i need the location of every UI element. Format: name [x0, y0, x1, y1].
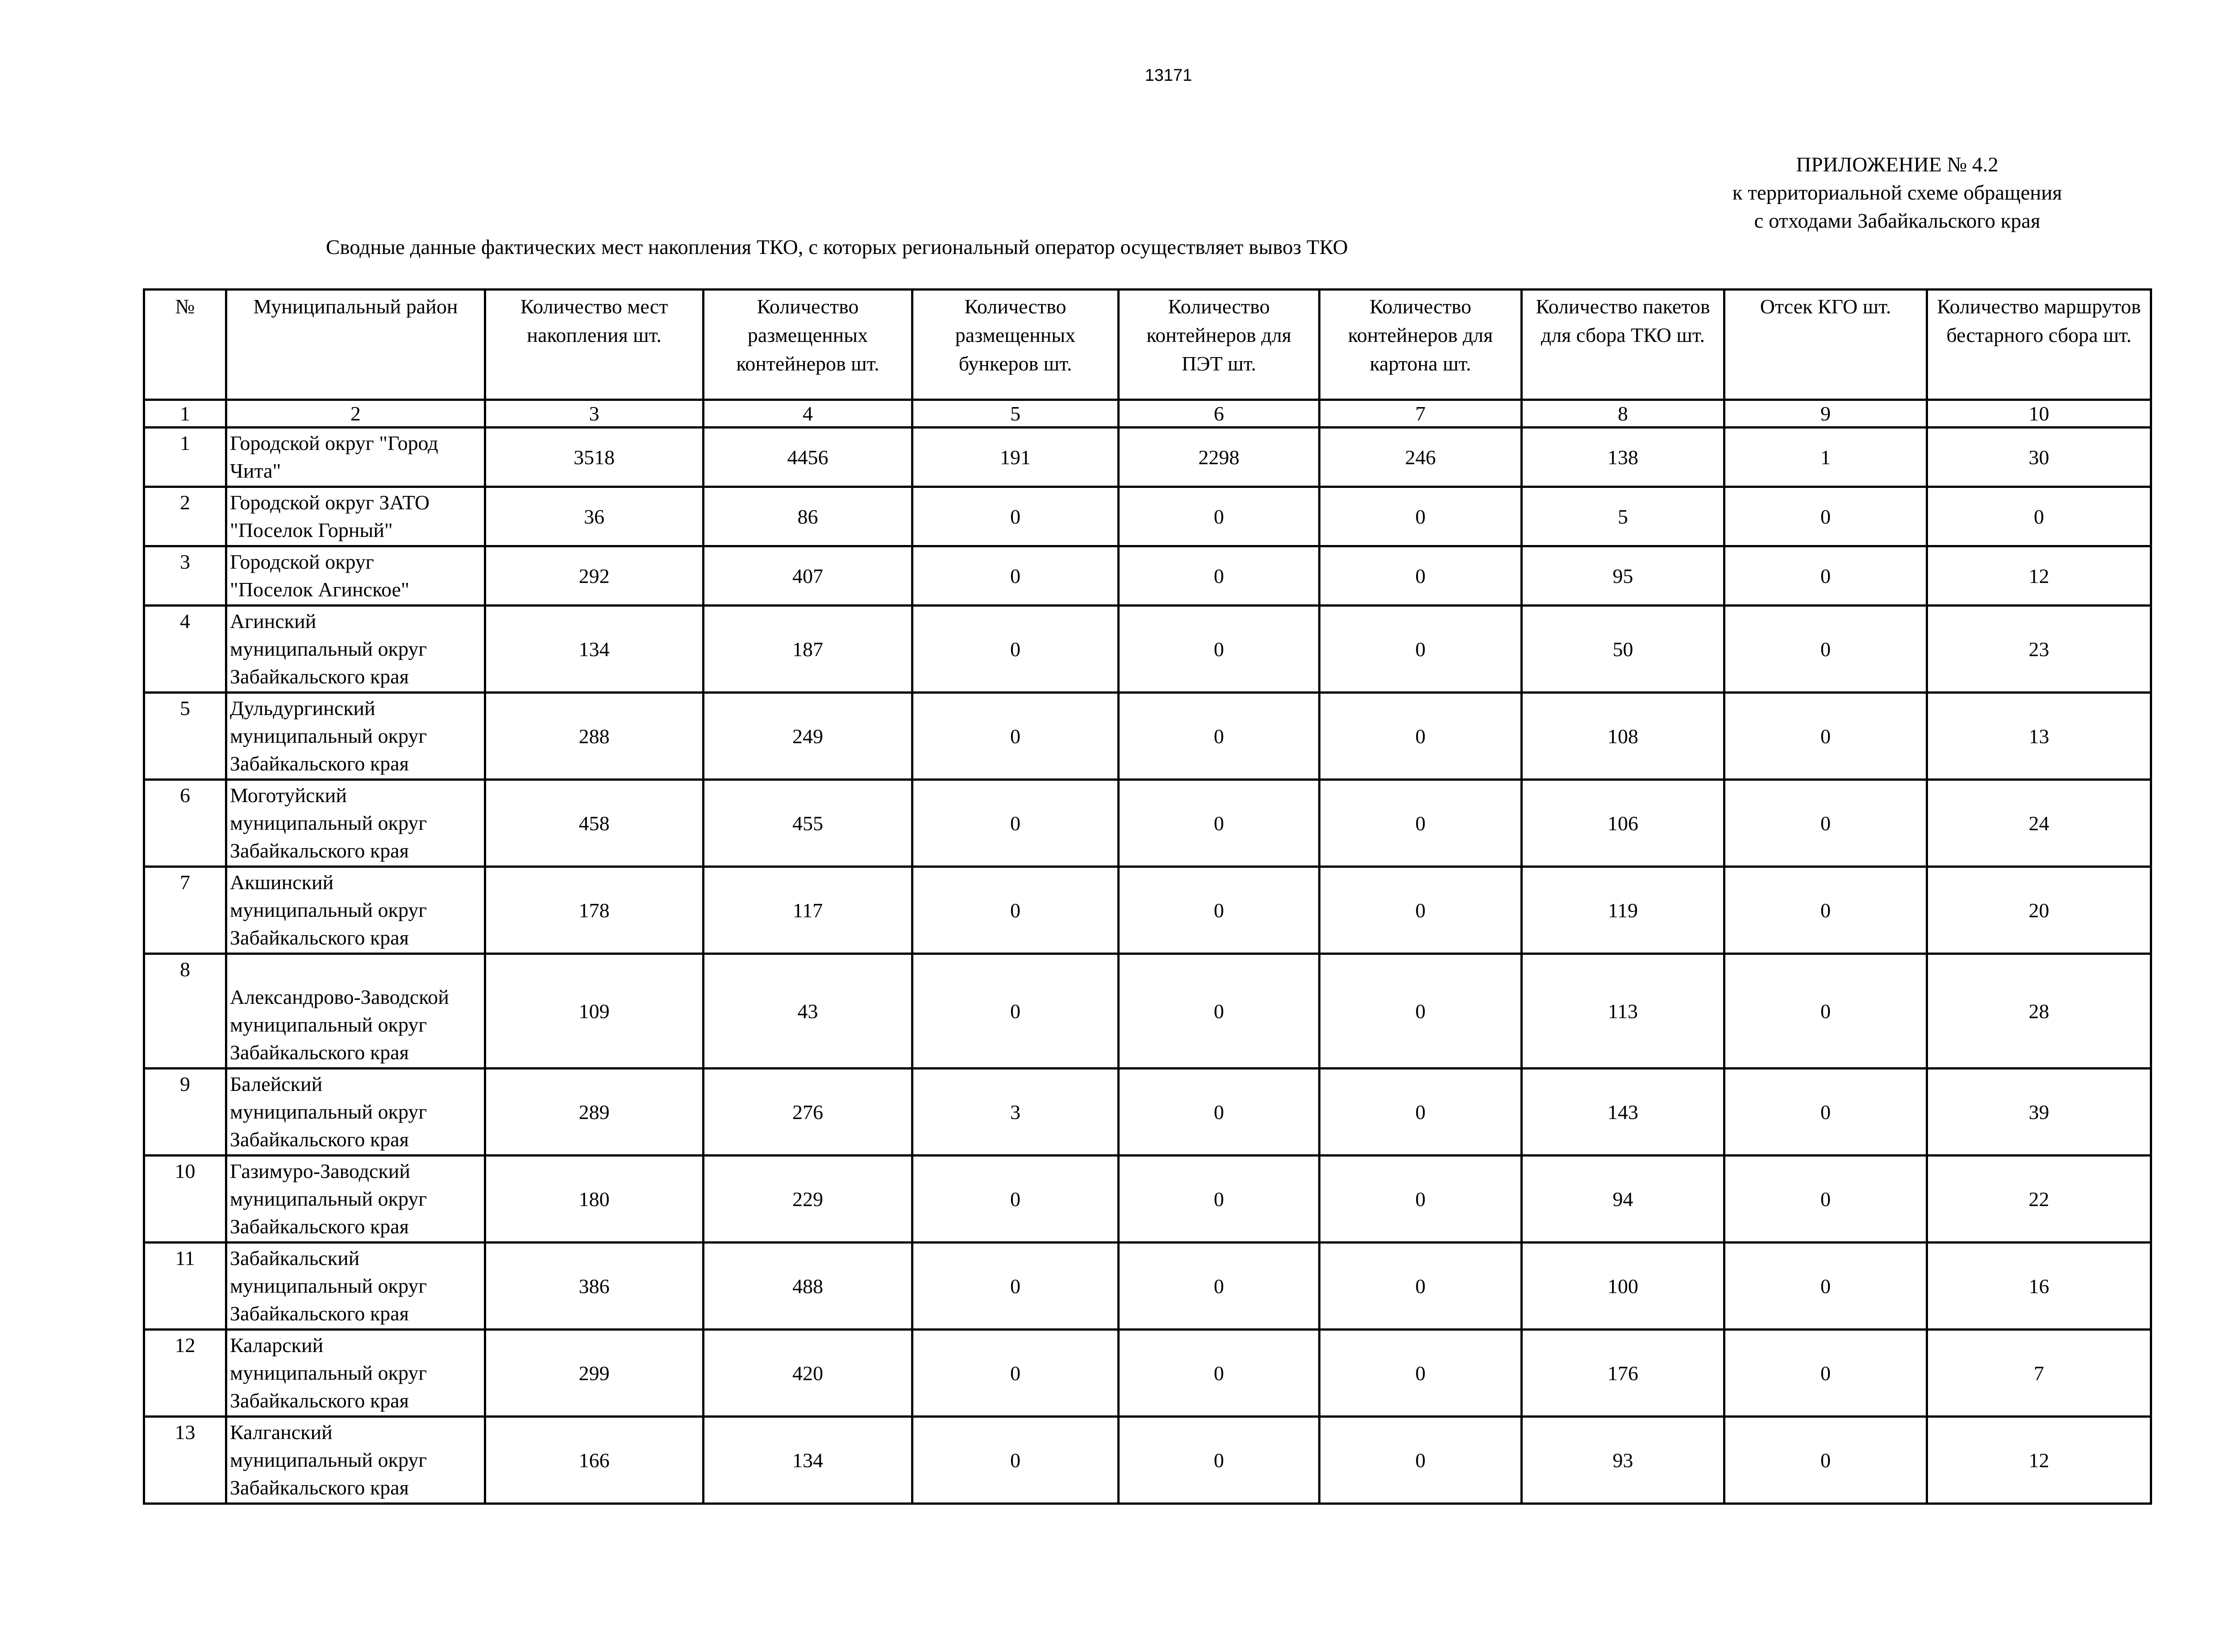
cell-bags: 138 — [1522, 428, 1724, 487]
table-row — [144, 1069, 2151, 1156]
district-name-line: Забайкальского края — [230, 926, 409, 949]
cell-routes: 16 — [1927, 1243, 2151, 1330]
district-name-line: Акшинский — [230, 871, 334, 894]
table-row — [144, 867, 2151, 954]
district-name-line: муниципальный округ — [230, 1448, 427, 1471]
column-index: 3 — [485, 400, 704, 428]
cell-containers: 249 — [704, 693, 912, 780]
cell-routes: 12 — [1927, 546, 2151, 606]
table-row — [144, 954, 2151, 1069]
table-row — [144, 1330, 2151, 1417]
cell-pet: 0 — [1119, 546, 1320, 606]
cell-bags: 113 — [1522, 954, 1724, 1069]
district-name-line: Забайкальского края — [230, 1389, 409, 1412]
appendix-line: к территориальной схеме обращения — [1732, 181, 2062, 204]
cell-pet: 0 — [1119, 606, 1320, 693]
cell-places: 386 — [485, 1243, 704, 1330]
cell-containers: 4456 — [704, 428, 912, 487]
cell-pet: 2298 — [1119, 428, 1320, 487]
district-name-line: Городской округ — [230, 550, 374, 573]
cell-places: 3518 — [485, 428, 704, 487]
cell-cardboard: 0 — [1320, 693, 1522, 780]
district-name — [226, 1243, 485, 1330]
header-cell-routes: Количество маршрутов бестарного сбора шт. — [1927, 290, 2151, 400]
cell-places: 289 — [485, 1069, 704, 1156]
cell-bunkers: 0 — [912, 1156, 1119, 1243]
cell-containers: 134 — [704, 1417, 912, 1504]
district-name-line: муниципальный округ — [230, 637, 427, 660]
cell-containers: 86 — [704, 487, 912, 546]
cell-bags: 143 — [1522, 1069, 1724, 1156]
header-cell-kgo: Отсек КГО шт. — [1724, 290, 1927, 400]
cell-bunkers: 0 — [912, 487, 1119, 546]
cell-kgo: 0 — [1724, 1330, 1927, 1417]
cell-pet: 0 — [1119, 867, 1320, 954]
cell-pet: 0 — [1119, 487, 1320, 546]
cell-routes: 28 — [1927, 954, 2151, 1069]
district-name-line: Забайкальского края — [230, 839, 409, 862]
district-name-line: муниципальный округ — [230, 724, 427, 747]
table-row — [144, 1156, 2151, 1243]
cell-kgo: 0 — [1724, 487, 1927, 546]
summary-table — [143, 288, 2152, 1505]
cell-bunkers: 0 — [912, 954, 1119, 1069]
appendix-line: ПРИЛОЖЕНИЕ № 4.2 — [1796, 153, 1999, 176]
cell-cardboard: 0 — [1320, 606, 1522, 693]
cell-cardboard: 0 — [1320, 1330, 1522, 1417]
column-index-row — [144, 400, 2151, 428]
cell-places: 180 — [485, 1156, 704, 1243]
district-name-line: муниципальный округ — [230, 1274, 427, 1297]
cell-cardboard: 246 — [1320, 428, 1522, 487]
district-name-line: Городской округ "Город — [230, 432, 438, 454]
cell-kgo: 0 — [1724, 780, 1927, 867]
district-name-line: Забайкальского края — [230, 665, 409, 688]
row-number: 4 — [144, 606, 226, 693]
cell-pet: 0 — [1119, 693, 1320, 780]
cell-bags: 119 — [1522, 867, 1724, 954]
district-name — [226, 1330, 485, 1417]
header-cell-containers: Количество размещенных контейнеров шт. — [704, 290, 912, 400]
column-index: 10 — [1927, 400, 2151, 428]
cell-bunkers: 3 — [912, 1069, 1119, 1156]
row-number: 10 — [144, 1156, 226, 1243]
cell-cardboard: 0 — [1320, 546, 1522, 606]
cell-bags: 100 — [1522, 1243, 1724, 1330]
cell-cardboard: 0 — [1320, 1156, 1522, 1243]
row-number: 11 — [144, 1243, 226, 1330]
cell-kgo: 0 — [1724, 954, 1927, 1069]
cell-kgo: 0 — [1724, 1156, 1927, 1243]
district-name-line: Забайкальского края — [230, 1128, 409, 1151]
cell-places: 178 — [485, 867, 704, 954]
district-name-line: Забайкальского края — [230, 1476, 409, 1499]
district-name-line: Городской округ ЗАТО — [230, 491, 430, 514]
cell-cardboard: 0 — [1320, 954, 1522, 1069]
column-index: 1 — [144, 400, 226, 428]
cell-bunkers: 0 — [912, 1417, 1119, 1504]
row-number: 8 — [144, 954, 226, 1069]
appendix-line: с отходами Забайкальского края — [1754, 209, 2040, 233]
cell-places: 109 — [485, 954, 704, 1069]
district-name — [226, 693, 485, 780]
row-number: 7 — [144, 867, 226, 954]
header-cell-places: Количество мест накопления шт. — [485, 290, 704, 400]
table-row — [144, 1243, 2151, 1330]
cell-bunkers: 0 — [912, 546, 1119, 606]
cell-kgo: 0 — [1724, 867, 1927, 954]
district-name-line — [230, 956, 483, 983]
cell-pet: 0 — [1119, 1069, 1320, 1156]
column-index: 6 — [1119, 400, 1320, 428]
cell-cardboard: 0 — [1320, 1417, 1522, 1504]
district-name-line: Забайкальского края — [230, 752, 409, 775]
cell-routes: 12 — [1927, 1417, 2151, 1504]
cell-containers: 187 — [704, 606, 912, 693]
cell-containers: 229 — [704, 1156, 912, 1243]
cell-bags: 94 — [1522, 1156, 1724, 1243]
cell-routes: 7 — [1927, 1330, 2151, 1417]
cell-bunkers: 0 — [912, 1243, 1119, 1330]
district-name-line: Александрово-Заводской — [230, 986, 449, 1008]
cell-bunkers: 0 — [912, 693, 1119, 780]
table-body — [144, 428, 2151, 1504]
table-row — [144, 1417, 2151, 1504]
cell-pet: 0 — [1119, 1243, 1320, 1330]
cell-cardboard: 0 — [1320, 1243, 1522, 1330]
district-name-line: Газимуро-Заводский — [230, 1160, 411, 1182]
district-name — [226, 606, 485, 693]
cell-routes: 0 — [1927, 487, 2151, 546]
district-name-line: муниципальный округ — [230, 1100, 427, 1123]
cell-routes: 13 — [1927, 693, 2151, 780]
cell-places: 292 — [485, 546, 704, 606]
column-index: 7 — [1320, 400, 1522, 428]
cell-kgo: 0 — [1724, 1069, 1927, 1156]
cell-containers: 420 — [704, 1330, 912, 1417]
cell-bunkers: 191 — [912, 428, 1119, 487]
district-name-line: Агинский — [230, 610, 316, 633]
district-name-line: Дульдургинский — [230, 697, 375, 720]
district-name-line: муниципальный округ — [230, 811, 427, 834]
cell-bunkers: 0 — [912, 780, 1119, 867]
district-name-line: Каларский — [230, 1334, 324, 1357]
cell-routes: 23 — [1927, 606, 2151, 693]
cell-bags: 108 — [1522, 693, 1724, 780]
row-number: 2 — [144, 487, 226, 546]
cell-bunkers: 0 — [912, 606, 1119, 693]
cell-bags: 50 — [1522, 606, 1724, 693]
district-name — [226, 1156, 485, 1243]
district-name — [226, 867, 485, 954]
row-number: 5 — [144, 693, 226, 780]
header-cell-pet: Количество контейнеров для ПЭТ шт. — [1119, 290, 1320, 400]
cell-places: 299 — [485, 1330, 704, 1417]
cell-containers: 488 — [704, 1243, 912, 1330]
cell-places: 458 — [485, 780, 704, 867]
cell-pet: 0 — [1119, 954, 1320, 1069]
cell-bags: 5 — [1522, 487, 1724, 546]
header-cell-bunkers: Количество размещенных бункеров шт. — [912, 290, 1119, 400]
table-row — [144, 546, 2151, 606]
table-row — [144, 606, 2151, 693]
cell-cardboard: 0 — [1320, 1069, 1522, 1156]
column-index: 9 — [1724, 400, 1927, 428]
district-name — [226, 546, 485, 606]
cell-bags: 93 — [1522, 1417, 1724, 1504]
cell-routes: 20 — [1927, 867, 2151, 954]
row-number: 12 — [144, 1330, 226, 1417]
column-index: 2 — [226, 400, 485, 428]
row-number: 3 — [144, 546, 226, 606]
column-index: 8 — [1522, 400, 1724, 428]
header-cell-district: Муниципальный район — [226, 290, 485, 400]
district-name-line: Балейский — [230, 1073, 323, 1095]
cell-containers: 276 — [704, 1069, 912, 1156]
cell-places: 134 — [485, 606, 704, 693]
cell-routes: 22 — [1927, 1156, 2151, 1243]
cell-kgo: 0 — [1724, 546, 1927, 606]
district-name-line: Чита" — [230, 459, 281, 482]
district-name-line: "Поселок Горный" — [230, 519, 393, 541]
cell-places: 36 — [485, 487, 704, 546]
cell-containers: 407 — [704, 546, 912, 606]
cell-kgo: 0 — [1724, 1417, 1927, 1504]
page-number: 13171 — [1145, 66, 1192, 85]
district-name-line: Моготуйский — [230, 784, 347, 807]
cell-routes: 24 — [1927, 780, 2151, 867]
cell-bunkers: 0 — [912, 1330, 1119, 1417]
district-name-line: Забайкальского края — [230, 1215, 409, 1238]
table-row — [144, 693, 2151, 780]
row-number: 6 — [144, 780, 226, 867]
row-number: 9 — [144, 1069, 226, 1156]
cell-containers: 43 — [704, 954, 912, 1069]
district-name-line: муниципальный округ — [230, 1187, 427, 1210]
cell-bags: 106 — [1522, 780, 1724, 867]
header-cell-number: № — [144, 290, 226, 400]
header-cell-cardboard: Количество контейнеров для картона шт. — [1320, 290, 1522, 400]
district-name-line: "Поселок Агинское" — [230, 578, 409, 601]
appendix-caption — [1696, 151, 2098, 235]
table-row — [144, 428, 2151, 487]
district-name-line: муниципальный округ — [230, 1013, 427, 1036]
district-name-line: муниципальный округ — [230, 1361, 427, 1384]
cell-places: 288 — [485, 693, 704, 780]
document-title: Сводные данные фактических мест накопления ТКО, с которых региональный оператор осуществляет вывоз ТКО — [326, 236, 1348, 259]
cell-cardboard: 0 — [1320, 780, 1522, 867]
cell-cardboard: 0 — [1320, 487, 1522, 546]
district-name — [226, 1069, 485, 1156]
district-name — [226, 954, 485, 1069]
cell-containers: 117 — [704, 867, 912, 954]
table-row — [144, 780, 2151, 867]
cell-places: 166 — [485, 1417, 704, 1504]
cell-pet: 0 — [1119, 1156, 1320, 1243]
district-name-line: Забайкальского края — [230, 1302, 409, 1325]
cell-bags: 95 — [1522, 546, 1724, 606]
cell-kgo: 0 — [1724, 693, 1927, 780]
district-name-line: Калганский — [230, 1421, 333, 1444]
cell-pet: 0 — [1119, 1417, 1320, 1504]
column-index: 5 — [912, 400, 1119, 428]
district-name-line: Забайкальского края — [230, 1041, 409, 1064]
cell-bunkers: 0 — [912, 867, 1119, 954]
district-name-line: муниципальный округ — [230, 899, 427, 921]
cell-kgo: 0 — [1724, 1243, 1927, 1330]
cell-kgo: 1 — [1724, 428, 1927, 487]
district-name-line: Забайкальский — [230, 1247, 360, 1269]
column-index: 4 — [704, 400, 912, 428]
district-name — [226, 1417, 485, 1504]
cell-cardboard: 0 — [1320, 867, 1522, 954]
header-row — [144, 290, 2151, 400]
cell-pet: 0 — [1119, 780, 1320, 867]
district-name — [226, 428, 485, 487]
cell-kgo: 0 — [1724, 606, 1927, 693]
district-name — [226, 487, 485, 546]
district-name — [226, 780, 485, 867]
cell-pet: 0 — [1119, 1330, 1320, 1417]
table-row — [144, 487, 2151, 546]
cell-containers: 455 — [704, 780, 912, 867]
cell-routes: 30 — [1927, 428, 2151, 487]
cell-bags: 176 — [1522, 1330, 1724, 1417]
row-number: 13 — [144, 1417, 226, 1504]
cell-routes: 39 — [1927, 1069, 2151, 1156]
row-number: 1 — [144, 428, 226, 487]
header-cell-bags: Количество пакетов для сбора ТКО шт. — [1522, 290, 1724, 400]
